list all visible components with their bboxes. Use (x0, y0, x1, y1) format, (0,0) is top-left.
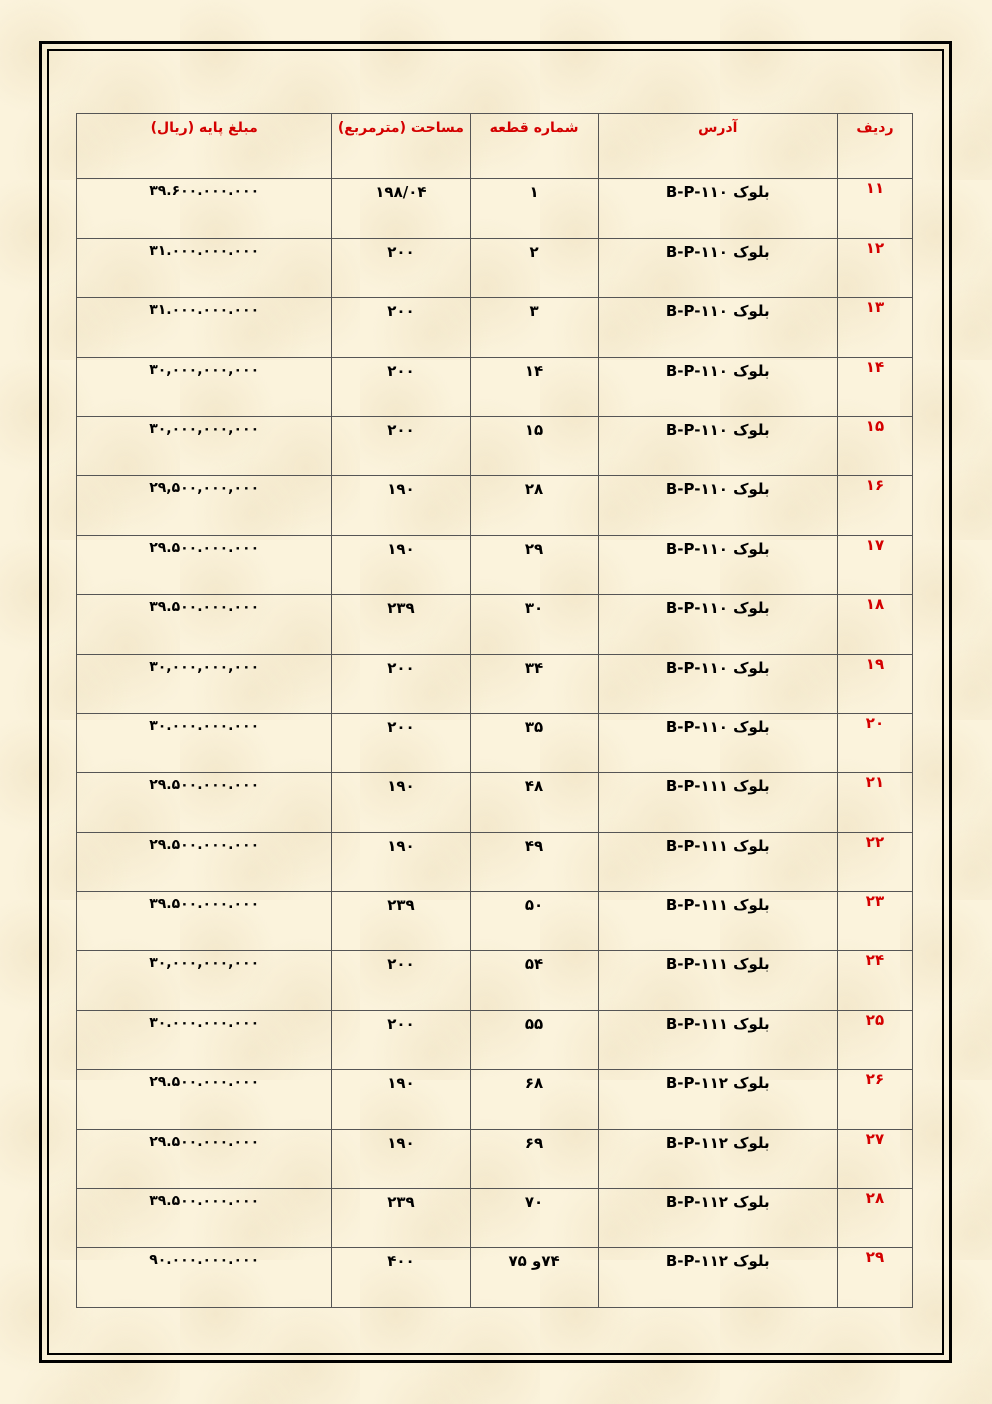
plot-number-cell-text: ۲۸ (524, 480, 544, 499)
area-cell (332, 298, 470, 357)
area-cell (332, 1070, 470, 1129)
table-row (77, 298, 913, 357)
area-cell (332, 595, 470, 654)
row-index-cell: ۲۶ (837, 1070, 912, 1129)
address-cell (598, 238, 837, 297)
row-index-cell: ۲۴ (837, 951, 912, 1010)
address-cell-text: B-P-۱۱۰ بلوک (665, 183, 770, 202)
address-cell-text: B-P-۱۱۰ بلوک (665, 480, 770, 499)
plot-number-cell (470, 238, 598, 297)
base-price-cell-text: ۳۰.۰۰۰.۰۰۰.۰۰۰ (149, 717, 260, 734)
address-cell (598, 1189, 837, 1248)
address-cell (598, 654, 837, 713)
address-cell-text: B-P-۱۱۲ بلوک (665, 1193, 770, 1212)
table-row (77, 773, 913, 832)
address-cell-text: B-P-۱۱۰ بلوک (665, 242, 770, 261)
plot-number-cell (470, 1129, 598, 1188)
base-price-cell (77, 773, 332, 832)
plot-number-cell (470, 654, 598, 713)
address-cell (598, 416, 837, 475)
plot-number-cell-text: ۶۹ (524, 1133, 544, 1152)
address-cell (598, 1010, 837, 1069)
plot-number-cell (470, 1010, 598, 1069)
address-cell-text: B-P-۱۱۲ بلوک (665, 1074, 770, 1093)
address-cell-text: B-P-۱۱۰ بلوک (665, 420, 770, 439)
address-cell-text: B-P-۱۱۱ بلوک (665, 836, 770, 855)
base-price-cell (77, 535, 332, 594)
area-cell (332, 1010, 470, 1069)
area-cell (332, 1189, 470, 1248)
base-price-cell (77, 179, 332, 238)
area-cell-text: ۴۰۰ (387, 1252, 415, 1271)
plot-number-cell (470, 1189, 598, 1248)
address-cell-text: B-P-۱۱۰ بلوک (665, 717, 770, 736)
row-index-cell: ۲۸ (837, 1189, 912, 1248)
plot-number-cell-text: ۷۰ (524, 1193, 544, 1212)
plot-number-cell (470, 713, 598, 772)
base-price-cell (77, 416, 332, 475)
address-cell-text: B-P-۱۱۰ بلوک (665, 539, 770, 558)
base-price-cell (77, 951, 332, 1010)
area-cell (332, 416, 470, 475)
table-row (77, 595, 913, 654)
base-price-cell-text: ۳۰.۰۰۰.۰۰۰.۰۰۰ (149, 1014, 260, 1031)
area-cell (332, 892, 470, 951)
area-cell-text: ۲۰۰ (387, 1014, 415, 1033)
table-row (77, 1248, 913, 1307)
row-index-cell: ۱۷ (837, 535, 912, 594)
base-price-cell (77, 298, 332, 357)
address-cell-text: B-P-۱۱۲ بلوک (665, 1252, 770, 1271)
address-cell-text: B-P-۱۱۱ بلوک (665, 955, 770, 974)
area-cell-text: ۱۹۰ (387, 539, 415, 558)
plot-number-cell-text: ۵۴ (524, 955, 544, 974)
plot-number-cell-text: ۱۴ (524, 361, 544, 380)
plot-number-cell (470, 179, 598, 238)
area-cell (332, 357, 470, 416)
address-cell (598, 773, 837, 832)
table-row (77, 713, 913, 772)
base-price-cell-text: ۳۹.۵۰۰.۰۰۰.۰۰۰ (149, 1193, 260, 1210)
plot-number-cell-text: ۲۹ (524, 539, 544, 558)
row-index-cell: ۲۱ (837, 773, 912, 832)
plot-number-cell (470, 357, 598, 416)
row-index-cell: ۱۸ (837, 595, 912, 654)
area-cell-text: ۲۳۹ (387, 599, 415, 618)
address-cell-text: B-P-۱۱۱ بلوک (665, 896, 770, 915)
plot-number-cell-text: ۴۹ (524, 836, 544, 855)
address-cell (598, 832, 837, 891)
table-row (77, 1070, 913, 1129)
area-cell (332, 832, 470, 891)
address-cell-text: B-P-۱۱۰ بلوک (665, 302, 770, 321)
area-cell-text: ۱۹۰ (387, 836, 415, 855)
address-cell-text: B-P-۱۱۱ بلوک (665, 777, 770, 796)
plot-number-cell-text: ۴۸ (524, 777, 544, 796)
plot-number-cell (470, 1070, 598, 1129)
plot-number-cell-text: ۵۰ (524, 896, 544, 915)
address-cell (598, 298, 837, 357)
row-index-cell: ۱۶ (837, 476, 912, 535)
table-row (77, 416, 913, 475)
header-plot-number: شماره قطعه (470, 114, 598, 179)
area-cell (332, 179, 470, 238)
base-price-cell-text: ۳۱.۰۰۰.۰۰۰.۰۰۰ (149, 242, 260, 259)
address-cell (598, 179, 837, 238)
area-cell-text: ۲۰۰ (387, 717, 415, 736)
base-price-cell-text: ۲۹.۵۰۰.۰۰۰.۰۰۰ (149, 1074, 260, 1091)
address-cell-text: B-P-۱۱۰ بلوک (665, 599, 770, 618)
base-price-cell-text: ۲۹.۵۰۰.۰۰۰.۰۰۰ (149, 539, 260, 556)
plot-number-cell-text: ۶۸ (524, 1074, 544, 1093)
base-price-cell (77, 238, 332, 297)
plot-number-cell-text: ۱ (529, 183, 539, 202)
base-price-cell-text: ۲۹.۵۰۰.۰۰۰.۰۰۰ (149, 777, 260, 794)
area-cell-text: ۲۳۹ (387, 1193, 415, 1212)
plot-number-cell-text: ۳۵ (524, 717, 544, 736)
table-row (77, 892, 913, 951)
area-cell-text: ۲۰۰ (387, 302, 415, 321)
address-cell (598, 476, 837, 535)
address-cell (598, 1070, 837, 1129)
plot-number-cell (470, 535, 598, 594)
base-price-cell (77, 832, 332, 891)
table-row (77, 1129, 913, 1188)
area-cell (332, 1248, 470, 1307)
row-index-cell: ۲۹ (837, 1248, 912, 1307)
address-cell-text: B-P-۱۱۱ بلوک (665, 1014, 770, 1033)
base-price-cell (77, 654, 332, 713)
base-price-cell-text: ۳۹.۶۰۰.۰۰۰.۰۰۰ (149, 183, 260, 200)
address-cell-text: B-P-۱۱۲ بلوک (665, 1133, 770, 1152)
row-index-cell: ۲۵ (837, 1010, 912, 1069)
base-price-cell-text: ۳۰,۰۰۰,۰۰۰,۰۰۰ (149, 658, 260, 675)
plot-number-cell (470, 773, 598, 832)
base-price-cell-text: ۳۰,۰۰۰,۰۰۰,۰۰۰ (149, 361, 260, 378)
base-price-cell (77, 1248, 332, 1307)
plot-number-cell (470, 298, 598, 357)
base-price-cell (77, 595, 332, 654)
base-price-cell (77, 476, 332, 535)
base-price-cell (77, 713, 332, 772)
area-cell (332, 713, 470, 772)
plots-table (76, 113, 913, 1308)
base-price-cell-text: ۳۹.۵۰۰.۰۰۰.۰۰۰ (149, 599, 260, 616)
base-price-cell (77, 357, 332, 416)
plot-number-cell (470, 832, 598, 891)
base-price-cell-text: ۳۹.۵۰۰.۰۰۰.۰۰۰ (149, 896, 260, 913)
area-cell-text: ۲۰۰ (387, 658, 415, 677)
table-body (77, 179, 913, 1307)
base-price-cell-text: ۳۰,۰۰۰,۰۰۰,۰۰۰ (149, 420, 260, 437)
address-cell (598, 535, 837, 594)
header-area: مساحت (مترمربع) (332, 114, 470, 179)
address-cell (598, 595, 837, 654)
plot-number-cell (470, 1248, 598, 1307)
row-index-cell: ۱۳ (837, 298, 912, 357)
base-price-cell-text: ۲۹.۵۰۰.۰۰۰.۰۰۰ (149, 1133, 260, 1150)
area-cell (332, 1129, 470, 1188)
plot-number-cell-text: ۷۴و ۷۵ (508, 1252, 560, 1271)
base-price-cell-text: ۲۹.۵۰۰.۰۰۰.۰۰۰ (149, 836, 260, 853)
base-price-cell (77, 892, 332, 951)
area-cell-text: ۲۰۰ (387, 242, 415, 261)
area-cell-text: ۲۰۰ (387, 361, 415, 380)
row-index-cell: ۲۲ (837, 832, 912, 891)
table-row (77, 238, 913, 297)
row-index-cell: ۱۹ (837, 654, 912, 713)
address-cell (598, 713, 837, 772)
plot-number-cell (470, 476, 598, 535)
address-cell (598, 357, 837, 416)
plot-number-cell-text: ۱۵ (524, 420, 544, 439)
table-header-row (77, 114, 913, 179)
area-cell-text: ۲۰۰ (387, 955, 415, 974)
table-row (77, 535, 913, 594)
plot-number-cell (470, 595, 598, 654)
header-row-index: ردیف (837, 114, 912, 179)
base-price-cell-text: ۲۹,۵۰۰,۰۰۰,۰۰۰ (149, 480, 260, 497)
area-cell-text: ۱۹۰ (387, 777, 415, 796)
address-cell-text: B-P-۱۱۰ بلوک (665, 361, 770, 380)
base-price-cell (77, 1010, 332, 1069)
table-row (77, 1189, 913, 1248)
area-cell (332, 476, 470, 535)
table-row (77, 179, 913, 238)
row-index-cell: ۲۷ (837, 1129, 912, 1188)
plot-number-cell-text: ۳۴ (524, 658, 544, 677)
address-cell (598, 892, 837, 951)
row-index-cell: ۲۳ (837, 892, 912, 951)
base-price-cell-text: ۳۰,۰۰۰,۰۰۰,۰۰۰ (149, 955, 260, 972)
row-index-cell: ۱۵ (837, 416, 912, 475)
area-cell-text: ۱۹۰ (387, 1133, 415, 1152)
table-row (77, 832, 913, 891)
table-row (77, 357, 913, 416)
plot-number-cell-text: ۳۰ (524, 599, 544, 618)
header-address: آدرس (598, 114, 837, 179)
plot-number-cell-text: ۵۵ (524, 1014, 544, 1033)
address-cell (598, 1248, 837, 1307)
plot-number-cell (470, 951, 598, 1010)
address-cell (598, 951, 837, 1010)
table-row (77, 476, 913, 535)
area-cell (332, 535, 470, 594)
area-cell-text: ۱۹۰ (387, 480, 415, 499)
row-index-cell: ۱۴ (837, 357, 912, 416)
area-cell (332, 654, 470, 713)
area-cell-text: ۲۰۰ (387, 420, 415, 439)
base-price-cell-text: ۹۰.۰۰۰.۰۰۰.۰۰۰ (149, 1252, 260, 1269)
plot-number-cell (470, 416, 598, 475)
address-cell (598, 1129, 837, 1188)
area-cell-text: ۱۹۸/۰۴ (375, 183, 427, 202)
table-row (77, 1010, 913, 1069)
row-index-cell: ۲۰ (837, 713, 912, 772)
table-row (77, 654, 913, 713)
area-cell (332, 773, 470, 832)
area-cell-text: ۱۹۰ (387, 1074, 415, 1093)
area-cell (332, 951, 470, 1010)
table-row (77, 951, 913, 1010)
row-index-cell: ۱۱ (837, 179, 912, 238)
base-price-cell (77, 1129, 332, 1188)
area-cell-text: ۲۳۹ (387, 896, 415, 915)
plot-number-cell-text: ۲ (529, 242, 539, 261)
address-cell-text: B-P-۱۱۰ بلوک (665, 658, 770, 677)
base-price-cell (77, 1070, 332, 1129)
base-price-cell-text: ۳۱.۰۰۰.۰۰۰.۰۰۰ (149, 302, 260, 319)
plot-number-cell-text: ۳ (529, 302, 539, 321)
plot-number-cell (470, 892, 598, 951)
area-cell (332, 238, 470, 297)
header-base-price: مبلغ پایه (ریال) (77, 114, 332, 179)
base-price-cell (77, 1189, 332, 1248)
row-index-cell: ۱۲ (837, 238, 912, 297)
